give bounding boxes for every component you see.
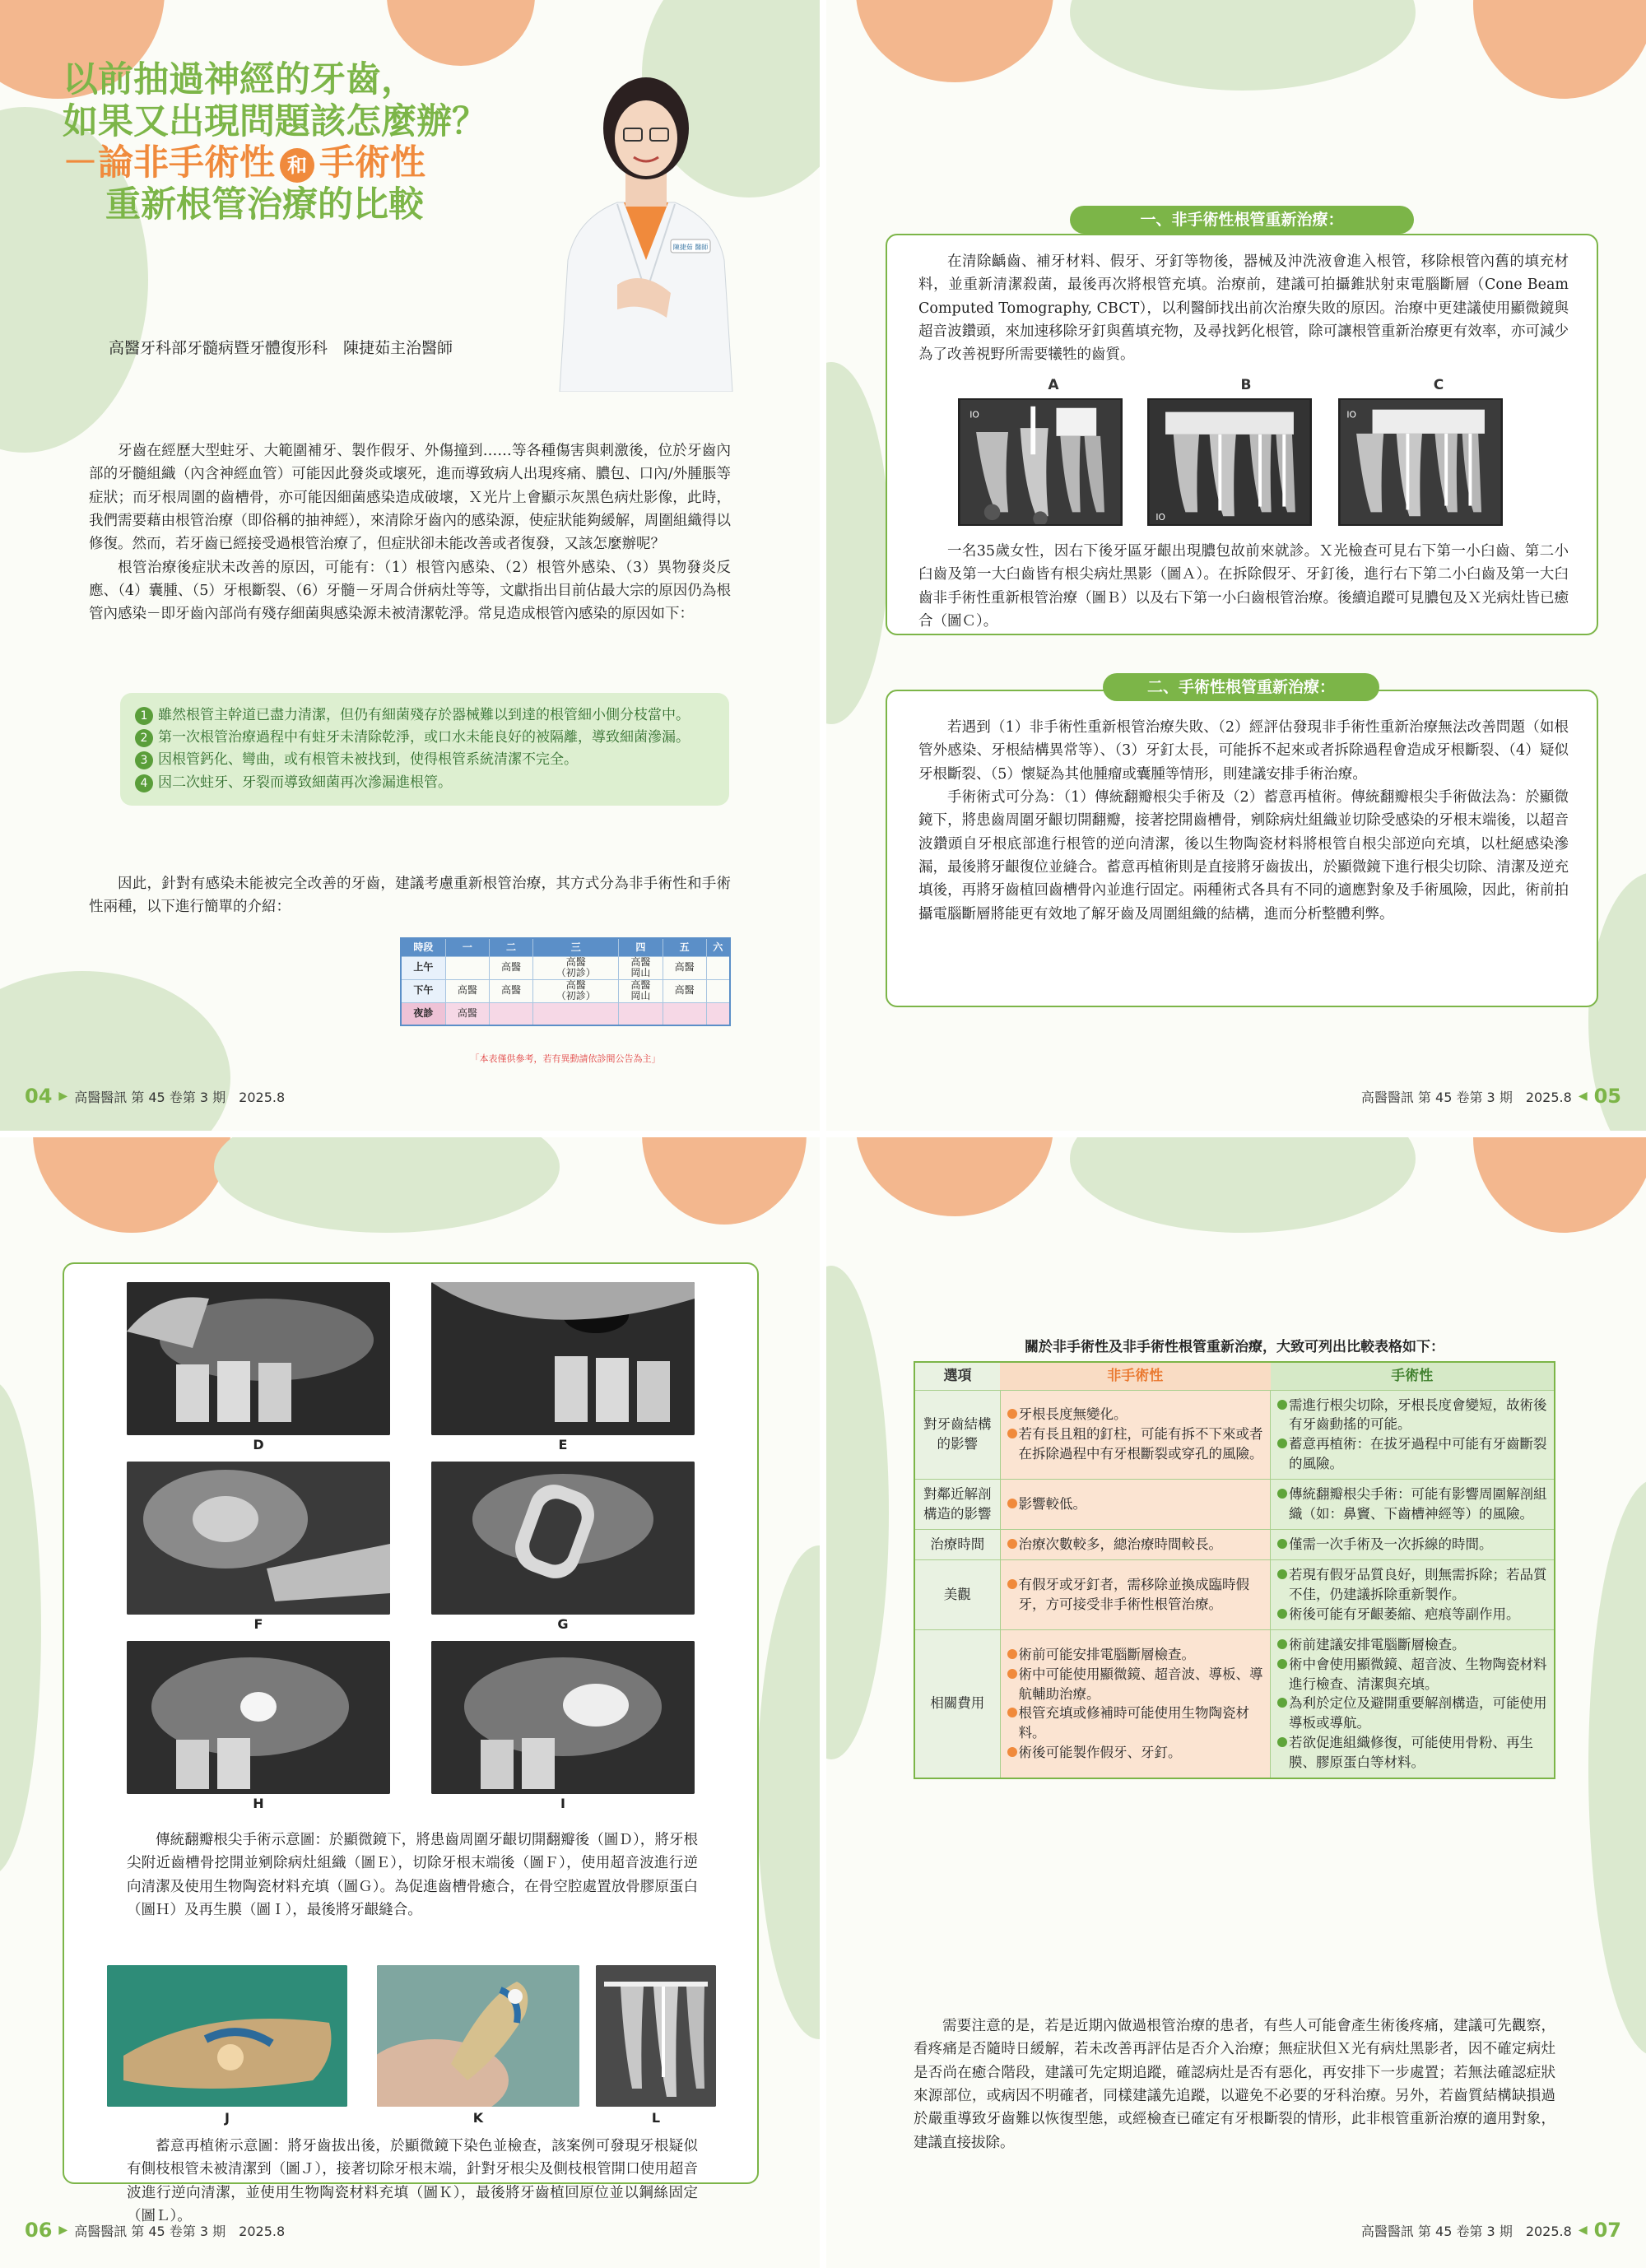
bullet-item bbox=[1007, 1575, 1264, 1615]
bullet-item bbox=[1007, 1424, 1264, 1464]
section-title: 二、手術性根管重新治療： bbox=[1103, 673, 1379, 701]
row-label: 對牙齒結構的影響 bbox=[914, 1390, 1000, 1480]
photo-k bbox=[377, 1965, 579, 2107]
schedule-header: 時段 bbox=[401, 938, 445, 956]
surgery-figure-box bbox=[63, 1262, 759, 2225]
causes-list bbox=[120, 693, 729, 806]
decor-orange-blob bbox=[856, 1134, 1053, 1216]
triangle-right-icon: ▶ bbox=[58, 2224, 68, 2237]
bullet-dot-icon bbox=[1277, 1659, 1287, 1669]
photo-f bbox=[127, 1462, 390, 1615]
column-header: 手術性 bbox=[1271, 1362, 1555, 1390]
comparison-intro: 關於非手術性及非手術性根管重新治療，大致可列出比較表格如下： bbox=[1025, 1339, 1444, 1355]
bullet-text: 牙根長度無變化。 bbox=[1018, 1406, 1128, 1423]
schedule-row bbox=[401, 1002, 730, 1025]
paragraph: 手術術式可分為：（1）傳統翻瓣根尖手術及（2）蓄意再植術。傳統翻瓣根尖手術做法為：於顯微鏡下，將患齒周圍牙齦切開翻瓣，接著挖開齒槽骨，剜除病灶組織並切除受感染的牙根末端後，以超音波鑽頭自牙根底部進行根管的逆向清潔，後以生物陶瓷材料將根管自根尖部逆向充填，以杜絕感染滲漏，最後將牙齦復位並縫合。蓄意再植術則是直接將牙齒拔出，於顯微鏡下進行根尖切除、清潔及逆充填後，再將牙齒植回齒槽骨內並進行固定。兩種術式各具有不同的適應對象及手術風險，因此，術前拍攝電腦斷層將能更有效地了解牙齒及周圍組織的結構，進而分析整體利弊。 bbox=[918, 789, 1569, 923]
bullet-dot-icon bbox=[1007, 1429, 1017, 1438]
bullet-dot-icon bbox=[1277, 1737, 1287, 1747]
decor-orange-blob bbox=[642, 1134, 807, 1225]
decor-green-blob bbox=[1070, 0, 1416, 91]
paragraph: 傳統翻瓣根尖手術示意圖：於顯微鏡下，將患齒周圍牙齦切開翻瓣後（圖Ｄ），將牙根尖附近齒槽骨挖開並剜除病灶組織（圖Ｅ），切除牙根末端後（圖Ｆ），使用超音波進行逆向清潔及使用生物陶瓷材料充填（圖Ｇ）。為促進齒槽骨癒合，在骨空腔處置放骨膠原蛋白（圖Ｈ）及再生膜（圖Ｉ），最後將牙齦縫合。 bbox=[127, 1832, 698, 1919]
figure-label: A bbox=[1048, 377, 1059, 393]
bullet-item bbox=[1277, 1655, 1547, 1694]
title-line-3 bbox=[63, 142, 573, 184]
bullet-dot-icon bbox=[1277, 1539, 1287, 1549]
list-item bbox=[135, 749, 714, 771]
footer-text: 高醫醫訊 第 45 卷第 3 期 2025.8 bbox=[1360, 1089, 1572, 1105]
bullet-dot-icon bbox=[1007, 1747, 1017, 1757]
bullet-dot-icon bbox=[1277, 1400, 1287, 1410]
schedule-cell: 高醫 bbox=[489, 956, 532, 979]
section-nonsurgical bbox=[886, 234, 1598, 635]
bullet-text: 有假牙或牙釘者，需移除並換成臨時假牙，方可接受非手術性根管治療。 bbox=[1018, 1576, 1249, 1612]
figure-label: F bbox=[253, 1616, 263, 1632]
surgical-cell bbox=[1271, 1530, 1555, 1560]
number-badge: 1 bbox=[135, 707, 153, 725]
bullet-item bbox=[1277, 1605, 1547, 1624]
bullet-text: 術前建議安排電腦斷層檢查。 bbox=[1289, 1636, 1466, 1652]
bullet-text: 影響較低。 bbox=[1018, 1496, 1086, 1513]
photo-i bbox=[431, 1641, 695, 1794]
nonsurgical-cell bbox=[1000, 1530, 1271, 1560]
bullet-dot-icon bbox=[1007, 1669, 1017, 1679]
footer-text: 高醫醫訊 第 45 卷第 3 期 2025.8 bbox=[74, 1089, 286, 1105]
bullet-text: 治療次數較多，總治療時間較長。 bbox=[1018, 1536, 1222, 1553]
photo-l bbox=[596, 1965, 716, 2107]
schedule-cell: 高醫 bbox=[445, 979, 489, 1002]
schedule-header: 六 bbox=[706, 938, 730, 956]
list-item-text: 第一次根管治療過程中有蛀牙未清除乾淨，或口水未能良好的被隔離，導致細菌滲漏。 bbox=[158, 729, 690, 746]
nonsurgical-cell bbox=[1000, 1629, 1271, 1778]
bullet-text: 若欲促進組織修復，可能使用骨粉、再生膜、膠原蛋白等材料。 bbox=[1289, 1735, 1533, 1771]
decor-green-blob bbox=[0, 1381, 41, 1875]
page-04 bbox=[0, 0, 823, 1134]
figure-label: D bbox=[253, 1437, 264, 1452]
closing-text bbox=[914, 2015, 1555, 2154]
bullet-text: 為利於定位及避開重要解剖構造，可能使用導板或導航。 bbox=[1289, 1695, 1547, 1731]
bullet-dot-icon bbox=[1007, 1499, 1017, 1508]
schedule-cell bbox=[445, 956, 489, 979]
schedule-note: 「本表僅供參考，若有異動請依診間公告為主」 bbox=[470, 1053, 661, 1064]
page-number: 05 bbox=[1593, 1085, 1621, 1108]
figure-label: L bbox=[651, 2110, 661, 2126]
decor-orange-blob bbox=[856, 0, 1053, 82]
schedule-header: 五 bbox=[663, 938, 706, 956]
row-label: 相關費用 bbox=[914, 1629, 1000, 1778]
figure-label: C bbox=[1433, 377, 1444, 393]
row-label: 治療時間 bbox=[914, 1530, 1000, 1560]
schedule-cell: 高醫 岡山 bbox=[619, 956, 663, 979]
nonsurgical-cell bbox=[1000, 1559, 1271, 1629]
row-label: 對鄰近解剖構造的影響 bbox=[914, 1480, 1000, 1530]
section-text bbox=[918, 250, 1569, 367]
bullet-item bbox=[1277, 1535, 1547, 1555]
bullet-item bbox=[1007, 1494, 1264, 1514]
list-item-text: 因根管鈣化、彎曲，或有根管未被找到，使得根管系統清潔不完全。 bbox=[158, 751, 578, 769]
bullet-dot-icon bbox=[1007, 1579, 1017, 1589]
bullet-item bbox=[1277, 1635, 1547, 1655]
paragraph: 牙齒在經歷大型蛀牙、大範圍補牙、製作假牙、外傷撞到……等各種傷害與刺激後，位於牙齒內部的牙髓組織（內含神經血管）可能因此發炎或壞死，進而導致病人出現疼痛、膿包、口內/外腫脹等症狀；而牙根周圍的齒槽骨，亦可能因細菌感染造成破壞，Ｘ光片上會顯示灰黑色病灶影像，此時，我們需要藉由根管治療（即俗稱的抽神經），來清除牙齒內的感染源，使症狀能夠緩解，周圍組織得以修復。然而，若牙齒已經接受過根管治療了，但症狀卻未能改善或者復發，又該怎麼辦呢？ bbox=[89, 443, 731, 553]
list-item bbox=[135, 704, 714, 727]
caption-replantation bbox=[127, 2135, 698, 2228]
schedule-cell bbox=[706, 956, 730, 979]
figure-label: E bbox=[558, 1437, 568, 1452]
schedule-cell: 高醫 bbox=[663, 979, 706, 1002]
number-badge: 2 bbox=[135, 729, 153, 747]
bullet-item bbox=[1277, 1733, 1547, 1773]
bullet-item bbox=[1007, 1645, 1264, 1665]
article-title bbox=[63, 59, 573, 226]
decor-green-blob bbox=[214, 1134, 560, 1233]
nonsurgical-cell bbox=[1000, 1480, 1271, 1530]
triangle-left-icon: ◀ bbox=[1578, 1090, 1588, 1103]
bullet-text: 傳統翻瓣根尖手術：可能有影響周圍解剖組織（如：鼻竇、下齒槽神經等）的風險。 bbox=[1289, 1486, 1547, 1522]
table-row bbox=[914, 1559, 1555, 1629]
bullet-text: 術後可能製作假牙、牙釘。 bbox=[1018, 1745, 1182, 1761]
list-item-text: 因二次蛀牙、牙裂而導致細菌再次滲漏進根管。 bbox=[158, 774, 452, 791]
title-line-2: 如果又出現問題該怎麼辦？ bbox=[63, 100, 487, 142]
surgical-cell bbox=[1271, 1629, 1555, 1778]
paragraph: 需要注意的是，若是近期內做過根管治療的患者，有些人可能會產生術後疼痛，建議可先觀察，看疼痛是否隨時日緩解，若未改善再評估是否介入治療；無症狀但Ｘ光有病灶黑影者，因不確定病灶是否尚在癒合階段，建議可先定期追蹤，確認病灶是否有惡化，再安排下一步處置；若無法確認症狀來源部位，或病因不明確者，同樣建議先追蹤，以避免不必要的牙科治療。另外，若齒質結構缺損過於嚴重導致牙齒難以恢復型態，或經檢查已確定有牙根斷裂的情形，此非根管重新治療的適用對象，建議直接拔除。 bbox=[914, 2018, 1555, 2151]
schedule-cell: 高醫 bbox=[489, 979, 532, 1002]
list-item bbox=[135, 727, 714, 749]
figure-label: B bbox=[1240, 377, 1252, 393]
title-line-4: 重新根管治療的比較 bbox=[105, 184, 424, 226]
bullet-dot-icon bbox=[1277, 1609, 1287, 1619]
name-badge-text: 陳捷茹 醫師 bbox=[672, 244, 709, 251]
paragraph: 一名35歲女性，因右下後牙區牙齦出現膿包故前來就診。Ｘ光檢查可見右下第一小臼齒、第二小臼齒及第一大臼齒皆有根尖病灶黑影（圖Ａ）。在拆除假牙、牙釘後，進行右下第二小臼齒及第一大臼齒非手術性重新根管治療（圖Ｂ）以及右下第一小臼齒根管治療。後續追蹤可見膿包及Ｘ光病灶皆已癒合（圖Ｃ）。 bbox=[918, 543, 1569, 630]
schedule-cell: 高醫 （初診） bbox=[533, 979, 619, 1002]
section-text bbox=[918, 716, 1569, 926]
page-footer bbox=[1361, 1085, 1621, 1108]
bullet-dot-icon bbox=[1277, 1698, 1287, 1708]
doctor-photo bbox=[527, 46, 765, 392]
page-06 bbox=[0, 1134, 823, 2268]
bullet-text: 蓄意再植術：在拔牙過程中可能有牙齒斷裂的風險。 bbox=[1289, 1436, 1547, 1472]
author-line: 高醫牙科部牙髓病暨牙體復形科 陳捷茹主治醫師 bbox=[109, 339, 453, 357]
table-row bbox=[914, 1530, 1555, 1560]
bullet-item bbox=[1277, 1485, 1547, 1524]
bullet-text: 術中會使用顯微鏡、超音波、生物陶瓷材料進行檢查、清潔與充填。 bbox=[1289, 1656, 1547, 1692]
svg-text:IO: IO bbox=[969, 409, 979, 421]
section-title: 一、非手術性根管重新治療： bbox=[1070, 206, 1414, 234]
comparison-table bbox=[914, 1361, 1555, 1779]
decor-green-blob bbox=[1070, 1134, 1416, 1233]
schedule-row-label: 夜診 bbox=[401, 1002, 445, 1025]
schedule-cell bbox=[706, 979, 730, 1002]
caption-flap-surgery bbox=[127, 1829, 698, 1922]
intro-text bbox=[89, 439, 731, 626]
number-badge: 4 bbox=[135, 774, 153, 792]
figure-label: J bbox=[225, 2110, 230, 2126]
decor-green-blob bbox=[0, 971, 230, 1134]
decor-orange-blob bbox=[1473, 0, 1646, 99]
schedule-row-label: 下午 bbox=[401, 979, 445, 1002]
schedule-cell bbox=[533, 1002, 619, 1025]
decor-green-blob bbox=[757, 1545, 823, 2039]
photo-h bbox=[127, 1641, 390, 1794]
title-line-1: 以前抽過神經的牙齒， bbox=[63, 59, 416, 100]
page-footer bbox=[823, 2219, 1621, 2242]
nonsurgical-cell bbox=[1000, 1390, 1271, 1480]
svg-text:IO: IO bbox=[1346, 409, 1356, 421]
bullet-text: 術前可能安排電腦斷層檢查。 bbox=[1018, 1646, 1195, 1662]
paragraph: 若遇到（1）非手術性重新根管治療失敗、（2）經評估發現非手術性重新治療無法改善問題（如根管外感染、牙根結構異常等）、（3）牙釘太長，可能拆不起來或者拆除過程會造成牙根斷裂、（4）疑似牙根斷裂、（5）懷疑為其他腫瘤或囊腫等情形，則建議安排手術治療。 bbox=[918, 719, 1569, 783]
page-footer bbox=[25, 2219, 285, 2242]
bullet-dot-icon bbox=[1007, 1649, 1017, 1659]
bullet-item bbox=[1277, 1434, 1547, 1474]
page-number: 07 bbox=[1593, 2219, 1621, 2242]
photo-g bbox=[431, 1462, 695, 1615]
bullet-item bbox=[1007, 1703, 1264, 1743]
bullet-item bbox=[1277, 1694, 1547, 1733]
schedule-cell: 高醫 bbox=[445, 1002, 489, 1025]
column-header: 選項 bbox=[914, 1362, 1000, 1390]
footer-text: 高醫醫訊 第 45 卷第 3 期 2025.8 bbox=[74, 2223, 286, 2239]
figure-label: I bbox=[560, 1796, 565, 1811]
page-number: 06 bbox=[25, 2219, 53, 2242]
figure-label: H bbox=[253, 1796, 264, 1811]
table-row bbox=[914, 1480, 1555, 1530]
bullet-text: 根管充填或修補時可能使用生物陶瓷材料。 bbox=[1018, 1705, 1249, 1741]
photo-e bbox=[431, 1282, 695, 1435]
decor-orange-blob bbox=[33, 1134, 230, 1233]
bullet-dot-icon bbox=[1007, 1539, 1017, 1549]
intro-text-2 bbox=[89, 872, 731, 919]
bullet-text: 術後可能有牙齦萎縮、疤痕等副作用。 bbox=[1289, 1606, 1520, 1622]
list-item-text: 雖然根管主幹道已盡力清潔，但仍有細菌殘存於器械難以到達的根管細小側分枝當中。 bbox=[158, 707, 690, 723]
xray-image-a bbox=[958, 398, 1123, 526]
bullet-item bbox=[1007, 1405, 1264, 1424]
title-nonsurgical: 非手術性 bbox=[133, 142, 275, 184]
table-row bbox=[914, 1390, 1555, 1480]
schedule-header: 四 bbox=[619, 938, 663, 956]
title-dash: －論 bbox=[63, 142, 133, 184]
xray-image-b bbox=[1147, 398, 1312, 526]
bullet-dot-icon bbox=[1007, 1708, 1017, 1717]
schedule-cell: 高醫 bbox=[663, 956, 706, 979]
triangle-right-icon: ▶ bbox=[58, 1090, 68, 1103]
triangle-left-icon: ◀ bbox=[1578, 2224, 1588, 2237]
schedule-header: 一 bbox=[445, 938, 489, 956]
case-text bbox=[918, 540, 1569, 633]
schedule-row bbox=[401, 979, 730, 1002]
decor-orange-blob bbox=[387, 0, 535, 66]
xray-image-c bbox=[1338, 398, 1503, 526]
paragraph: 蓄意再植術示意圖：將牙齒拔出後，於顯微鏡下染色並檢查，該案例可發現牙根疑似有側枝根管未被清潔到（圖Ｊ），接著切除牙根末端，針對牙根尖及側枝根管開口使用超音波進行逆向清潔，並使用生物陶瓷材料充填（圖Ｋ），最後將牙齒植回原位並以鋼絲固定（圖Ｌ）。 bbox=[127, 2138, 698, 2225]
schedule-row bbox=[401, 956, 730, 979]
schedule-cell bbox=[663, 1002, 706, 1025]
svg-text:IO: IO bbox=[1155, 512, 1165, 523]
footer-text: 高醫醫訊 第 45 卷第 3 期 2025.8 bbox=[1360, 2223, 1572, 2239]
paragraph: 因此，針對有感染未能被完全改善的牙齒，建議考慮重新根管治療，其方式分為非手術性和手術性兩種，以下進行簡單的介紹： bbox=[89, 876, 731, 916]
page-number: 04 bbox=[25, 1085, 53, 1108]
figure-label: G bbox=[557, 1616, 569, 1632]
paragraph: 根管治療後症狀未改善的原因，可能有：（1）根管內感染、（2）根管外感染、（3）異物發炎反應、（4）囊腫、（5）牙根斷裂、（6）牙髓－牙周合併病灶等等，文獻指出目前佔最大宗的原因仍為根管內感染－即牙齒內部尚有殘存細菌與感染源未被清潔乾淨。常見造成根管內感染的原因如下： bbox=[89, 559, 731, 623]
schedule-cell bbox=[489, 1002, 532, 1025]
schedule-cell bbox=[706, 1002, 730, 1025]
decor-green-blob bbox=[823, 362, 889, 724]
bullet-item bbox=[1007, 1535, 1264, 1555]
table-row bbox=[914, 1629, 1555, 1778]
decor-orange-blob bbox=[1473, 1134, 1646, 1233]
bullet-item bbox=[1007, 1743, 1264, 1763]
row-label: 美觀 bbox=[914, 1559, 1000, 1629]
schedule-cell: 高醫 岡山 bbox=[619, 979, 663, 1002]
bullet-item bbox=[1277, 1396, 1547, 1435]
surgical-cell bbox=[1271, 1559, 1555, 1629]
page-gutter bbox=[0, 1131, 1646, 1137]
bullet-dot-icon bbox=[1277, 1569, 1287, 1579]
bullet-text: 若有長且粗的釘柱，可能有拆不下來或者在拆除過程中有牙根斷裂或穿孔的風險。 bbox=[1018, 1426, 1263, 1462]
surgical-cell bbox=[1271, 1390, 1555, 1480]
schedule-row-label: 上午 bbox=[401, 956, 445, 979]
figure-label: K bbox=[472, 2110, 484, 2126]
schedule-cell bbox=[619, 1002, 663, 1025]
section-surgical bbox=[886, 690, 1598, 1007]
bullet-item bbox=[1007, 1665, 1264, 1704]
title-surgical: 手術性 bbox=[319, 142, 425, 184]
bullet-dot-icon bbox=[1007, 1409, 1017, 1419]
page-05 bbox=[823, 0, 1646, 1134]
title-and-badge: 和 bbox=[280, 148, 314, 183]
number-badge: 3 bbox=[135, 751, 153, 769]
decor-green-blob bbox=[1588, 1480, 1646, 2056]
bullet-text: 若現有假牙品質良好，則無需拆除；若品質不佳，仍建議拆除重新製作。 bbox=[1289, 1566, 1547, 1602]
schedule-cell: 高醫 （初診） bbox=[533, 956, 619, 979]
bullet-text: 需進行根尖切除，牙根長度會變短，故術後有牙齒動搖的可能。 bbox=[1289, 1397, 1547, 1433]
clinic-schedule-table bbox=[400, 937, 731, 1026]
paragraph: 在清除齲齒、補牙材料、假牙、牙釘等物後，器械及沖洗液會進入根管，移除根管內舊的填充材料，並重新清潔殺菌，最後再次將根管充填。治療前，建議可拍攝錐狀射束電腦斷層（Cone Beam Computed Tomography, CBCT），以利醫師找出前次治療失敗的原因。治療中更建議使用顯微鏡與超音波鑽頭，來加速移除牙釘與舊填充物，及尋找鈣化根管，除可讓根管重新治療更有效率，亦可減少為了改善視野所需要犧牲的齒質。 bbox=[918, 253, 1569, 364]
page-footer bbox=[25, 1085, 285, 1108]
bullet-text: 僅需一次手術及一次拆線的時間。 bbox=[1289, 1536, 1493, 1553]
bullet-dot-icon bbox=[1277, 1489, 1287, 1499]
bullet-text: 術中可能使用顯微鏡、超音波、導板、導航輔助治療。 bbox=[1018, 1666, 1263, 1702]
bullet-dot-icon bbox=[1277, 1639, 1287, 1649]
surgical-cell bbox=[1271, 1480, 1555, 1530]
list-item bbox=[135, 772, 714, 794]
photo-j bbox=[107, 1965, 347, 2107]
bullet-dot-icon bbox=[1277, 1438, 1287, 1448]
photo-d bbox=[127, 1282, 390, 1435]
bullet-item bbox=[1277, 1565, 1547, 1605]
schedule-header: 三 bbox=[533, 938, 619, 956]
column-header: 非手術性 bbox=[1000, 1362, 1271, 1390]
schedule-header: 二 bbox=[489, 938, 532, 956]
